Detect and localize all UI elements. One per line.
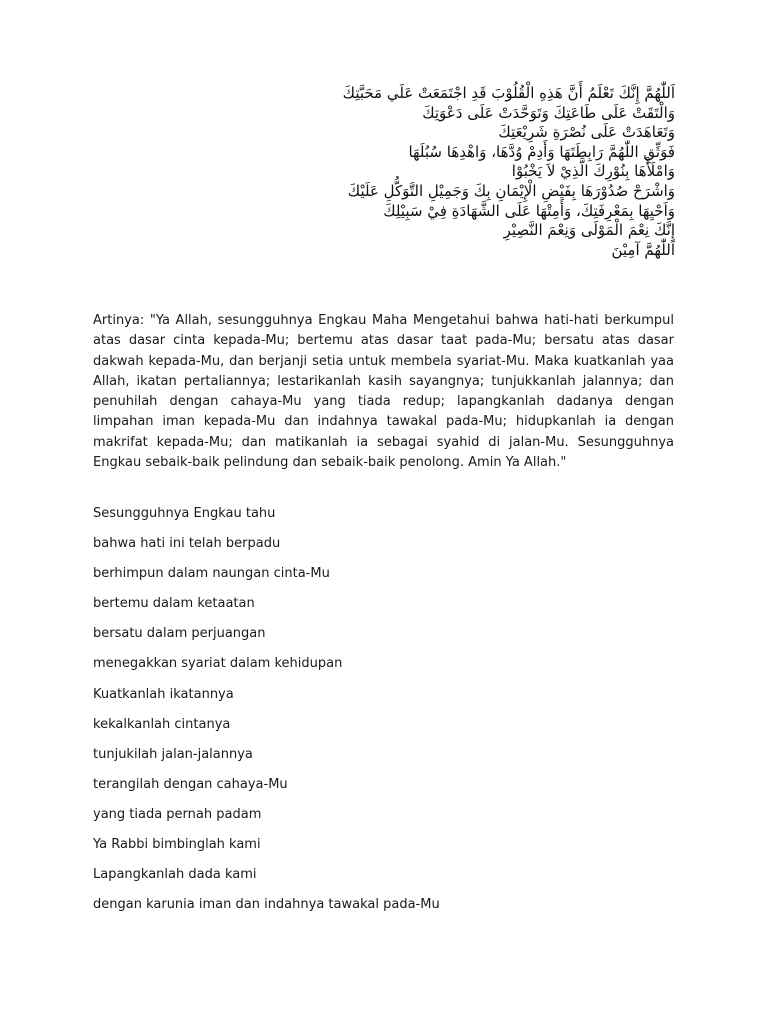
poem-line: tunjukilah jalan-jalannya <box>93 746 253 762</box>
arabic-line: إِنَّكَ نِعْمَ الْمَوْلَى وَنِعْمَ النَّصِيْرِ <box>503 221 675 240</box>
arabic-line: وَتَعَاهَدَتْ عَلَى نُصْرَةِ شَرِيْعَتِكَ <box>498 123 675 142</box>
poem-line: bertemu dalam ketaatan <box>93 596 255 612</box>
poem-line: bahwa hati ini telah berpadu <box>93 536 281 552</box>
poem-line: Ya Rabbi bimbinglah kami <box>93 837 261 853</box>
poem-line: menegakkan syariat dalam kehidupan <box>93 656 343 672</box>
poem-line: yang tiada pernah padam <box>93 806 262 822</box>
arabic-line: اَللّٰهُمَّ إِنَّكَ تَعْلَمُ أَنَّ هَذِهِ الْقُلُوْبَ قَدِ اجْتَمَعَتْ عَلَي مَحَبَّتِكَ <box>342 84 675 102</box>
poem-line: Sesungguhnya Engkau tahu <box>93 506 276 521</box>
poem-line: terangilah dengan cahaya-Mu <box>93 776 288 792</box>
arabic-line: وَاشْرَحْ صُدُوْرَهَا بِفَيْضِ الْإِيْمَانِ بِكَ وَجَمِيْلِ التَّوَكُّلِ عَلَيْكَ <box>347 181 675 200</box>
arabic-prayer <box>295 84 675 260</box>
arabic-line: وَاَحْيِهَا بِمَعْرِفَتِكَ، وَأَمِتْهَا عَلَى الشَّهَادَةِ فِيْ سَبِيْلِكَ <box>383 201 675 220</box>
translation-paragraph: Artinya: "Ya Allah, sesungguhnya Engkau Maha Mengetahui bahwa hati-hati berkumpul atas dasar cinta kepada-Mu; bertemu atas dasar taat pada-Mu; bersatu atas dasar dakwah kepada-Mu, dan berjanji setia untuk membela syariat-Mu. Maka kuatkanlah yaa Allah, ikatan pertaliannya; lestarikanlah kasih sayangnya; tunjukkanlah jalannya; dan penuhilah dengan cahaya-Mu yang tiada redup; lapangkanlah dadanya dengan limpahan iman kepada-Mu dan indahnya tawakal pada-Mu; hidupkanlah ia dengan makrifat kepada-Mu; dan matikanlah ia sebagai syahid di jalan-Mu. Sesungguhnya Engkau sebaik-baik pelindung dan sebaik-baik penolong. Amin Ya Allah." <box>93 313 674 471</box>
arabic-line: اَللّٰهُمَّ آمِيْنَ <box>611 240 675 259</box>
poem <box>93 504 674 925</box>
arabic-line: فَوَثِّقِ اللّٰهُمَّ رَابِطَتَهَا وَأَدِمْ وُدَّهَا، وَاهْدِهَا سُبُلَهَا <box>408 142 675 161</box>
arabic-line: وَالْتَقَتْ عَلَى طَاعَتِكَ وَتَوَحَّدَتْ عَلَى دَعْوَتِكَ <box>422 103 675 122</box>
poem-line: dengan karunia iman dan indahnya tawakal pada-Mu <box>93 897 440 913</box>
poem-line: kekalkanlah cintanya <box>93 716 231 732</box>
poem-line: Kuatkanlah ikatannya <box>93 686 234 702</box>
arabic-line: وَامْلَأْهَا بِنُوْرِكَ الَّذِيْ لاَ يَخْبُوْا <box>511 162 675 181</box>
poem-line: berhimpun dalam naungan cinta-Mu <box>93 566 330 582</box>
poem-line: Lapangkanlah dada kami <box>93 867 257 883</box>
poem-line: bersatu dalam perjuangan <box>93 626 266 642</box>
